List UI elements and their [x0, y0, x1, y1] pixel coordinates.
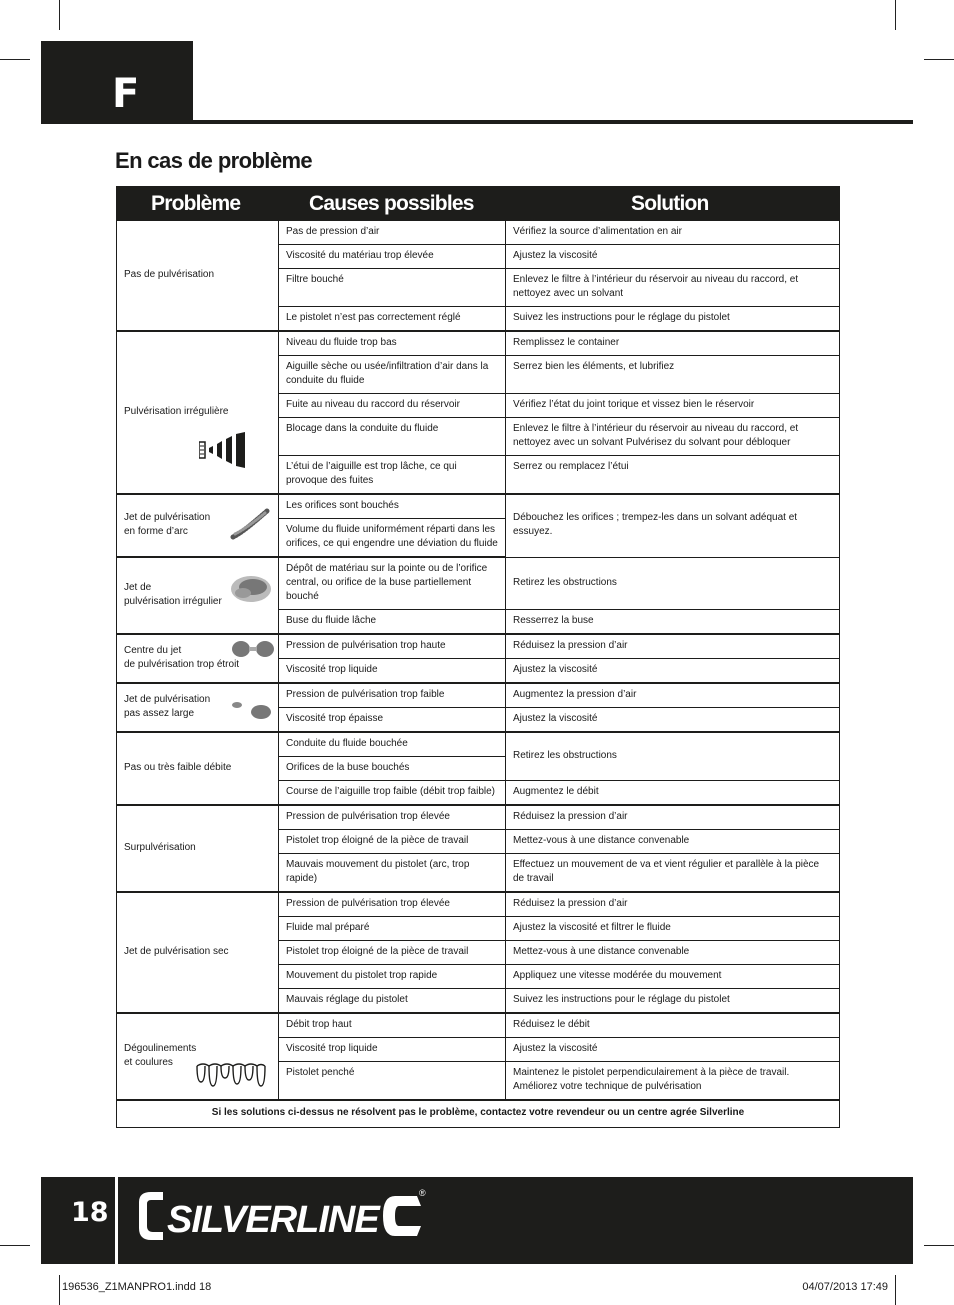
troubleshooting-table	[116, 186, 840, 1128]
solution-cell: Remplissez le container	[506, 331, 840, 356]
problem-label: Surpulvérisation	[124, 842, 196, 853]
solution-cell: Appliquez une vitesse modérée du mouvement	[506, 965, 840, 989]
cause-cell: Viscosité trop liquide	[279, 1038, 506, 1062]
solution-cell: Serrez ou remplacez l’étui	[506, 456, 840, 495]
table-row	[117, 494, 840, 519]
crop-mark	[0, 1245, 30, 1246]
problem-label-line: de pulvérisation trop étroit	[124, 659, 240, 670]
problem-cell	[117, 494, 279, 557]
cause-cell: Fluide mal préparé	[279, 917, 506, 941]
problem-cell	[117, 221, 279, 332]
page-number: 18	[71, 1197, 109, 1228]
footer-note: Si les solutions ci-dessus ne résolvent pas le problème, contactez votre revendeur ou un centre agrée Silverline	[117, 1100, 840, 1128]
solution-cell: Réduisez la pression d’air	[506, 805, 840, 830]
problem-cell	[117, 892, 279, 1013]
solution-cell: Débouchez les orifices ; trempez-les dans un solvant adéquat et essuyez.	[506, 494, 840, 557]
solution-cell: Suivez les instructions pour le réglage du pistolet	[506, 307, 840, 332]
cause-cell: Niveau du fluide trop bas	[279, 331, 506, 356]
silverline-logo	[133, 1186, 433, 1246]
cause-cell: Dépôt de matériau sur la pointe ou de l’orifice central, ou orifice de la buse partiellement bouché	[279, 557, 506, 610]
problem-label: Jet de pulvérisation sec	[124, 946, 229, 957]
problem-label-line: Jet de	[124, 582, 152, 593]
problem-label-line: pulvérisation irrégulier	[124, 596, 222, 607]
table-row	[117, 221, 840, 245]
problem-label-line: Dégoulinements	[124, 1043, 197, 1054]
cause-cell: Blocage dans la conduite du fluide	[279, 418, 506, 456]
cause-cell: Filtre bouché	[279, 269, 506, 307]
solution-cell: Effectuez un mouvement de va et vient régulier et parallèle à la pièce de travail	[506, 854, 840, 893]
crop-mark	[924, 59, 954, 60]
problem-label	[124, 1042, 271, 1070]
registered-mark: ®	[419, 1188, 426, 1198]
solution-cell: Augmentez le débit	[506, 781, 840, 806]
solution-cell: Enlevez le filtre à l’intérieur du réservoir au niveau du raccord, et nettoyez avec un solvant	[506, 269, 840, 307]
cause-cell: L’étui de l’aiguille est trop lâche, ce qui provoque des fuites	[279, 456, 506, 495]
table-header-row	[117, 187, 840, 221]
solution-cell: Vérifiez l’état du joint torique et vissez bien le réservoir	[506, 394, 840, 418]
problem-label-line: Jet de pulvérisation	[124, 694, 211, 705]
solution-cell: Réduisez le débit	[506, 1013, 840, 1038]
cause-cell: Viscosité du matériau trop élevée	[279, 245, 506, 269]
print-date: 04/07/2013 17:49	[802, 1281, 888, 1293]
cause-cell: Les orifices sont bouchés	[279, 494, 506, 519]
cause-cell: Conduite du fluide bouchée	[279, 732, 506, 757]
problem-cell	[117, 805, 279, 892]
solution-cell: Resserrez la buse	[506, 610, 840, 635]
solution-cell: Vérifiez la source d’alimentation en air	[506, 221, 840, 245]
problem-label: Pas ou très faible débite	[124, 762, 232, 773]
cause-cell: Mauvais réglage du pistolet	[279, 989, 506, 1014]
cause-cell: Mouvement du pistolet trop rapide	[279, 965, 506, 989]
solution-cell: Ajustez la viscosité et filtrer le fluide	[506, 917, 840, 941]
language-marker: F	[41, 41, 193, 124]
cause-cell: Volume du fluide uniformément réparti dans les orifices, ce qui engendre une déviation du fluide	[279, 519, 506, 558]
crop-mark	[895, 1275, 896, 1305]
solution-cell: Retirez les obstructions	[506, 557, 840, 610]
irregular-spray-icon	[199, 432, 249, 468]
file-info: 196536_Z1MANPRO1.indd 18	[62, 1281, 212, 1293]
cause-cell: Le pistolet n’est pas correctement réglé	[279, 307, 506, 332]
table-row	[117, 732, 840, 757]
cause-cell: Pas de pression d’air	[279, 221, 506, 245]
problem-label-line: Jet de pulvérisation	[124, 512, 211, 523]
table-row	[117, 805, 840, 830]
cause-cell: Pistolet trop éloigné de la pièce de travail	[279, 941, 506, 965]
cause-cell: Mauvais mouvement du pistolet (arc, trop rapide)	[279, 854, 506, 893]
problem-cell	[117, 634, 279, 683]
cause-cell: Viscosité trop liquide	[279, 659, 506, 684]
crop-mark	[924, 1245, 954, 1246]
solution-cell: Mettez-vous à une distance convenable	[506, 941, 840, 965]
solution-cell: Retirez les obstructions	[506, 732, 840, 781]
table-row	[117, 331, 840, 356]
table-row	[117, 634, 840, 659]
cause-cell: Viscosité trop épaisse	[279, 708, 506, 733]
problem-label: Pulvérisation irrégulière	[124, 406, 229, 417]
solution-cell: Réduisez la pression d’air	[506, 892, 840, 917]
cause-cell: Pression de pulvérisation trop élevée	[279, 805, 506, 830]
cause-cell: Course de l’aiguille trop faible (débit trop faible)	[279, 781, 506, 806]
problem-label	[124, 644, 271, 672]
footer-divider	[115, 1177, 118, 1264]
solution-cell: Mettez-vous à une distance convenable	[506, 830, 840, 854]
solution-cell: Ajustez la viscosité	[506, 1038, 840, 1062]
problem-cell	[117, 1013, 279, 1100]
table-row	[117, 892, 840, 917]
problem-cell	[117, 557, 279, 634]
solution-cell: Augmentez la pression d’air	[506, 683, 840, 708]
crop-mark	[59, 0, 60, 30]
brand-wordmark: SILVERLINE	[167, 1199, 379, 1241]
cause-cell: Orifices de la buse bouchés	[279, 757, 506, 781]
solution-cell: Ajustez la viscosité	[506, 245, 840, 269]
problem-label-line: en forme d’arc	[124, 526, 188, 537]
header-rule	[193, 120, 913, 124]
problem-label	[124, 581, 271, 609]
cause-cell: Buse du fluide lâche	[279, 610, 506, 635]
problem-label	[124, 511, 271, 539]
cause-cell: Pistolet trop éloigné de la pièce de travail	[279, 830, 506, 854]
column-header-solution: Solution	[506, 187, 840, 221]
problem-cell	[117, 732, 279, 805]
problem-label-line: pas assez large	[124, 708, 195, 719]
crop-mark	[59, 1275, 60, 1305]
crop-mark	[895, 0, 896, 30]
solution-cell: Suivez les instructions pour le réglage du pistolet	[506, 989, 840, 1014]
problem-cell	[117, 683, 279, 732]
table-row	[117, 683, 840, 708]
table-footer-row	[117, 1100, 840, 1128]
solution-cell: Ajustez la viscosité	[506, 659, 840, 684]
problem-label: Pas de pulvérisation	[124, 269, 215, 280]
problem-label	[124, 693, 271, 721]
solution-cell: Maintenez le pistolet perpendiculairement à la pièce de travail. Améliorez votre technique de pulvérisation	[506, 1062, 840, 1101]
cause-cell: Pistolet penché	[279, 1062, 506, 1101]
problem-label-line: Centre du jet	[124, 645, 182, 656]
solution-cell: Serrez bien les éléments, et lubrifiez	[506, 356, 840, 394]
solution-cell: Ajustez la viscosité	[506, 708, 840, 733]
column-header-problem: Problème	[117, 187, 279, 221]
section-title: En cas de problème	[115, 148, 313, 173]
problem-label-line: et coulures	[124, 1057, 173, 1068]
cause-cell: Débit trop haut	[279, 1013, 506, 1038]
crop-mark	[0, 59, 30, 60]
solution-cell: Enlevez le filtre à l’intérieur du réservoir au niveau du raccord, et nettoyez avec un solvant Pulvérisez du solvant pour débloquer	[506, 418, 840, 456]
solution-cell: Réduisez la pression d’air	[506, 634, 840, 659]
cause-cell: Pression de pulvérisation trop faible	[279, 683, 506, 708]
cause-cell: Aiguille sèche ou usée/infiltration d’air dans la conduite du fluide	[279, 356, 506, 394]
cause-cell: Fuite au niveau du raccord du réservoir	[279, 394, 506, 418]
problem-cell	[117, 331, 279, 494]
table-row	[117, 1013, 840, 1038]
cause-cell: Pression de pulvérisation trop élevée	[279, 892, 506, 917]
table-row	[117, 557, 840, 610]
cause-cell: Pression de pulvérisation trop haute	[279, 634, 506, 659]
column-header-causes: Causes possibles	[279, 187, 506, 221]
